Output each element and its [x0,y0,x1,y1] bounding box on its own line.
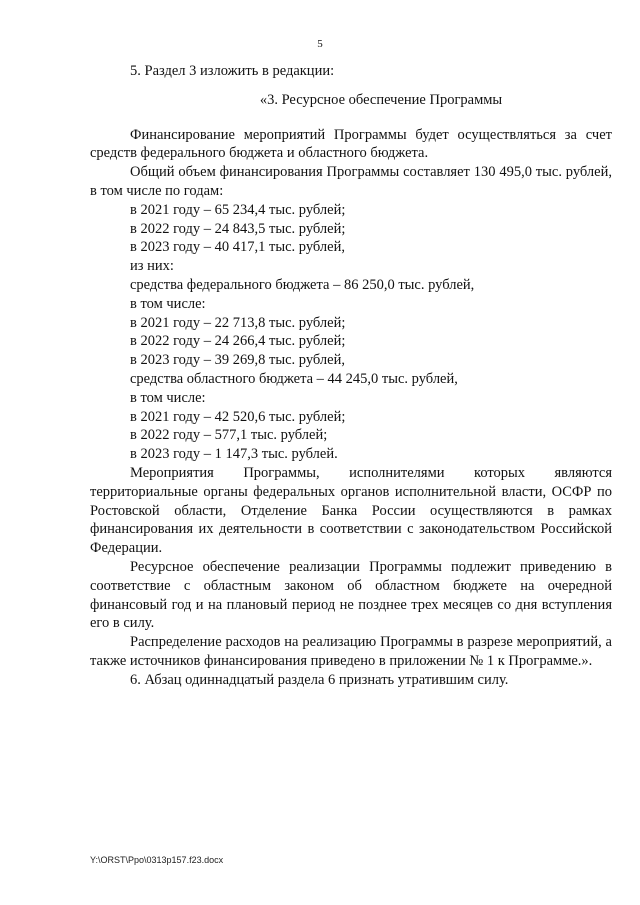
footer-file-path: Y:\ORST\Ppo\0313p157.f23.docx [90,855,224,865]
list-item: в 2023 году – 1 147,3 тыс. рублей. [130,446,338,463]
list-item: в 2022 году – 24 843,5 тыс. рублей; [130,220,346,237]
paragraph-amendment-5: 5. Раздел 3 изложить в редакции: [130,63,335,79]
list-item: в том числе: [130,389,206,406]
document-body [90,62,612,690]
list-item: средства федерального бюджета – 86 250,0 тыс. рублей, [130,276,475,293]
list-item: в 2023 году – 40 417,1 тыс. рублей, [130,239,345,256]
list-item: в том числе: [130,295,206,312]
paragraph-executors: Мероприятия Программы, исполнителями которых являются территориальные органы федеральных органов исполнительной власти, ОСФР по Ростовской области, Отделение Банка России осуществляются в рамках финансирования их деятельности в соответствии с законодательством Российской Федерации. [90,464,612,557]
list-item: из них: [130,258,174,275]
paragraph-expense-distribution: Распределение расходов на реализацию Программы в разрезе мероприятий, а также источников финансирования приведено в приложении № 1 к Программе.». [90,634,612,669]
list-item: в 2022 году – 577,1 тыс. рублей; [130,427,328,444]
page-number: 5 [317,38,323,50]
list-item: в 2021 году – 22 713,8 тыс. рублей; [130,314,346,331]
list-item: в 2021 году – 42 520,6 тыс. рублей; [130,408,346,425]
paragraph-financing-sources: Финансирование мероприятий Программы будет осуществляться за счет средств федерального бюджета и областного бюджета. [90,126,612,162]
list-item: в 2021 году – 65 234,4 тыс. рублей; [130,201,346,218]
list-item: в 2023 году – 39 269,8 тыс. рублей, [130,352,345,369]
section-heading: «3. Ресурсное обеспечение Программы [259,91,503,108]
paragraph-amendment-6: 6. Абзац одиннадцатый раздела 6 признать утратившим силу. [130,671,509,688]
paragraph-total-volume: Общий объем финансирования Программы составляет 130 495,0 тыс. рублей, в том числе по годам: [90,164,612,199]
list-item: средства областного бюджета – 44 245,0 тыс. рублей, [130,370,458,387]
paragraph-resource-alignment: Ресурсное обеспечение реализации Программы подлежит приведению в соответствие с областным законом об областном бюджете на очередной финансовый год и на плановый период не позднее трех месяцев со дня вступления его в силу. [90,558,612,632]
list-item: в 2022 году – 24 266,4 тыс. рублей; [130,333,346,350]
